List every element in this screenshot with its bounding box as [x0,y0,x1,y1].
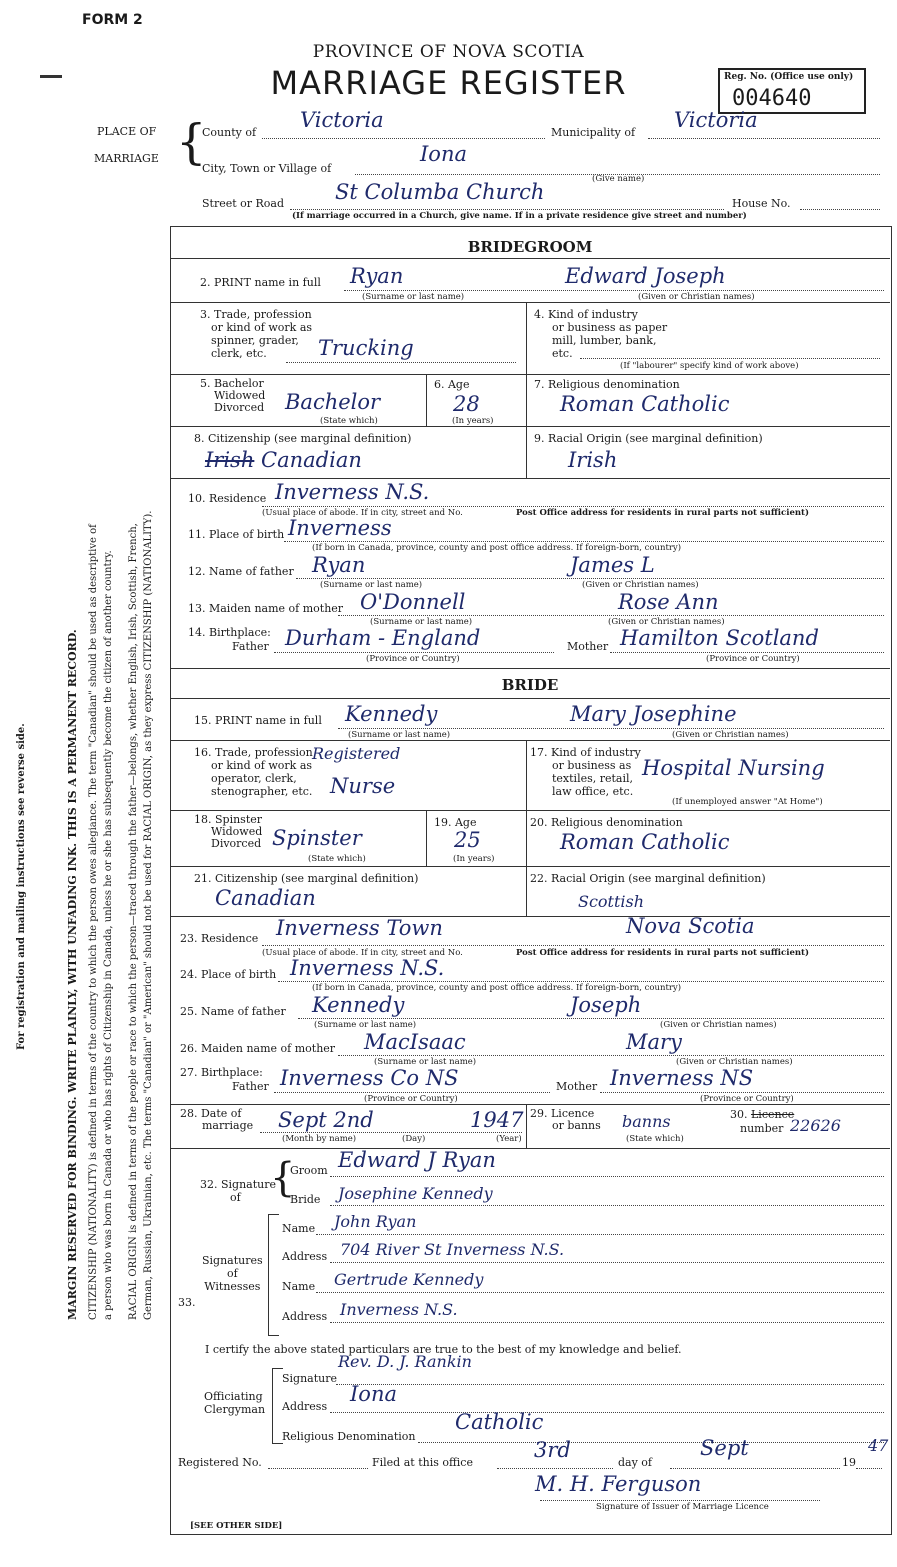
clergy-signature: Rev. D. J. Rankin [338,1352,472,1371]
county-label: County of [202,126,257,139]
caption-province: (Province or Country) [706,654,800,664]
caption-given: (Given or Christian names) [676,1057,793,1067]
field-4-label: 4. Kind of industry or business as paper mill, lumber, bank, etc. [534,308,668,360]
rule [170,478,890,479]
bride-status: Spinster [272,826,362,850]
field-32-label: 32. Signature of [200,1178,277,1204]
margin-citizenship-2: a person who was born in Canada or who has rights of Citizenship in Canada, unless he or she has subsequently become the citizen of another country. [103,550,114,1320]
caption-province: (Province or Country) [366,654,460,664]
margin-binding: MARGIN RESERVED FOR BINDING. WRITE PLAINLY, WITH UNFADING INK. THIS IS A PERMANENT RECORD. [66,629,79,1320]
field-30-label: 30. Licence [730,1108,795,1121]
signature-bracket: { [270,1155,296,1201]
filed-year-line [856,1468,882,1469]
field-11-label: 11. Place of birth [188,528,285,541]
field-20-label: 20. Religious denomination [530,816,683,829]
bride-residence: Inverness Town [276,916,443,940]
residence-note-bold: Post Office address for residents in rural parts not sufficient) [516,948,809,958]
see-other-side: [SEE OTHER SIDE] [190,1521,283,1531]
residence-note-bold: Post Office address for residents in rural parts not sufficient) [516,508,809,518]
nineteen-label: 19 [842,1456,856,1469]
rule [170,1148,890,1149]
marriage-year: 1947 [470,1108,524,1132]
field-33-label: 33. [178,1296,196,1309]
county-value: Victoria [300,108,384,132]
municipality-value: Victoria [674,108,758,132]
field-7-label: 7. Religious denomination [534,378,680,391]
witness-2-name: Gertrude Kennedy [334,1270,484,1289]
field-22-label: 22. Racial Origin (see marginal definition) [530,872,766,885]
issuer-caption: Signature of Issuer of Marriage Licence [596,1502,769,1512]
field-18-label: 18. Spinster Widowed Divorced [194,813,263,850]
caption-given: (Given or Christian names) [672,730,789,740]
groom-father-surname: Ryan [312,553,366,577]
field-25-label: 25. Name of father [180,1005,286,1018]
birthplace-line [284,541,884,542]
field-17-label: 17. Kind of industry or business as textiles, retail, law office, etc. [530,746,641,798]
birthplace-note: (If born in Canada, province, county and post office address. If foreign-born, country) [312,983,682,993]
filed-year: 47 [868,1436,889,1455]
witness-1-address: 704 River St Inverness N.S. [340,1240,565,1259]
caption-given: (Given or Christian names) [638,292,755,302]
issuer-sig-line [540,1500,820,1501]
licence-number: 22626 [790,1116,841,1135]
marriage-label: MARRIAGE [94,152,159,165]
divider [526,810,527,866]
divider [526,866,527,916]
rule [170,426,890,427]
bride-citizenship: Canadian [215,886,316,910]
residence-note: (Usual place of abode. If in city, street and No. [262,948,463,958]
groom-father-birthplace: Durham - England [285,626,481,650]
bride-name-line [338,728,884,729]
filed-day-line [497,1468,613,1469]
field-13-label: 13. Maiden name of mother [188,602,344,615]
bride-given: Mary Josephine [570,702,737,726]
issuer-signature: M. H. Ferguson [535,1472,702,1496]
place-brace: { [176,114,207,170]
wit1-name-line [316,1234,884,1235]
wit2-address-line [330,1322,884,1323]
caption-given: (Given or Christian names) [582,580,699,590]
groom-racial: Irish [568,448,618,472]
place-of-label: PLACE OF [97,125,157,138]
bride-father-surname: Kennedy [312,993,405,1017]
residence-note: (Usual place of abode. If in city, street and No. [262,508,463,518]
field-10-label: 10. Residence [188,492,267,505]
groom-name-line [344,290,884,291]
margin-racial-1: RACIAL ORIGIN is defined in terms of the people or race to which the person—traced through the father—belongs, whether English, Irish, Scottish, French, [128,523,139,1320]
groom-citizenship: Irish Canadian [205,448,362,472]
caption-surname: (Surname or last name) [362,292,465,302]
caption-given: (Given or Christian names) [608,617,725,627]
clergy-address-label: Address [282,1400,328,1413]
bride-surname: Kennedy [345,702,438,726]
field-4-note: (If "labourer" specify kind of work above) [620,361,799,371]
mother-line [338,1055,884,1056]
caption-surname: (Surname or last name) [370,617,473,627]
wit2-name-line [316,1292,884,1293]
groom-sig-line [330,1176,884,1177]
field-15-label: 15. PRINT name in full [194,714,322,727]
caption-month: (Month by name) [282,1134,357,1144]
rule [170,740,890,741]
give-name-caption: (Give name) [592,174,645,184]
bridegroom-heading: BRIDEGROOM [467,238,593,256]
groom-sig-label: Groom [290,1164,328,1177]
bride-mother-given: Mary [626,1030,682,1054]
reg-no-label: Reg. No. (Office use only) [724,72,854,82]
bride-heading: BRIDE [501,676,559,694]
day-of-label: day of [618,1456,653,1469]
caption-state-which: (State which) [320,416,378,426]
caption-state-which: (State which) [308,854,366,864]
clergy-denomination: Catholic [455,1410,544,1434]
field-23-label: 23. Residence [180,932,259,945]
rule [170,698,890,699]
caption-province: (Province or Country) [700,1094,794,1104]
groom-religion: Roman Catholic [560,392,730,416]
father-bp-label: Father [232,640,269,653]
date-line [260,1132,522,1133]
registered-no-line [268,1468,368,1469]
bride-religion: Roman Catholic [560,830,730,854]
filed-month-line [670,1468,840,1469]
clergy-denomination-line [418,1442,884,1443]
bride-sig-line [330,1205,884,1206]
witnesses-label: Signatures of Witnesses [202,1254,263,1293]
bride-residence-province: Nova Scotia [626,914,755,938]
field-14-label: 14. Birthplace: [188,626,271,639]
page-title: MARRIAGE REGISTER [270,64,627,102]
ink-mark [40,75,62,78]
residence-line [262,506,884,507]
groom-surname: Ryan [350,264,404,288]
margin-instructions: For registration and mailing instructions see reverse side. [16,723,27,1050]
margin-racial-2: German, Russian, Ukrainian, etc. The terms "Canadian" or "American" should not be used for RACIAL ORIGIN, as they express CITIZENSHIP (NATIONALITY). [143,510,154,1320]
marriage-month-day: Sept 2nd [278,1108,374,1132]
street-label: Street or Road [202,197,285,210]
mother-bp-line [610,652,884,653]
witness-1-name: John Ryan [334,1212,417,1231]
reg-no-value: 004640 [732,86,812,111]
clergy-sig-label: Signature [282,1372,338,1385]
field-9-label: 9. Racial Origin (see marginal definition) [534,432,763,445]
rule [170,810,890,811]
witness-bracket [268,1214,279,1336]
house-no-label: House No. [732,197,791,210]
house-no-line [800,209,880,210]
rule [170,258,890,259]
groom-age: 28 [453,392,480,416]
field-21-label: 21. Citizenship (see marginal definition) [194,872,419,885]
registered-no-label: Registered No. [178,1456,262,1469]
birthplace-line [278,981,884,982]
number-label: number [740,1122,784,1135]
mother-bp-label: Mother [567,640,609,653]
caption-years: (In years) [452,416,494,426]
residence-line [262,945,884,946]
bride-sig-label: Bride [290,1193,321,1206]
field-29-label: 29. Licence or banns [530,1107,601,1132]
clergy-address: Iona [350,1382,397,1406]
county-line [262,138,545,139]
filed-month: Sept [700,1436,749,1460]
field-19-label: 19. Age [434,816,477,829]
city-label: City, Town or Village of [202,162,332,175]
caption-surname: (Surname or last name) [374,1057,477,1067]
clergy-address-line [330,1412,884,1413]
father-bp-line [274,1092,550,1093]
field-2-label: 2. PRINT name in full [200,276,321,289]
divider [426,810,427,866]
wit1-address-line [330,1262,884,1263]
municipality-line [648,138,880,139]
divider [526,426,527,478]
bride-mother-birthplace: Inverness NS [610,1066,754,1090]
form-number: FORM 2 [82,12,143,28]
wit1-name-label: Name [282,1222,316,1235]
caption-surname: (Surname or last name) [320,580,423,590]
bride-father-given: Joseph [570,993,642,1017]
clergy-sig-line [336,1384,884,1385]
field-12-label: 12. Name of father [188,565,294,578]
groom-given: Edward Joseph [565,264,726,288]
father-bp-line [274,652,554,653]
bride-birthplace: Inverness N.S. [290,956,445,980]
rule [170,374,890,375]
mother-line [338,615,884,616]
witness-2-address: Inverness N.S. [340,1300,458,1319]
mother-bp-line [600,1092,884,1093]
groom-status: Bachelor [285,390,381,414]
divider [526,1104,527,1148]
bride-trade-2: Nurse [330,774,396,798]
filed-label: Filed at this office [372,1456,473,1469]
groom-signature: Edward J Ryan [338,1148,496,1172]
clergyman-label: Officiating Clergyman [204,1390,266,1416]
bride-signature: Josephine Kennedy [338,1184,493,1203]
caption-state-which: (State which) [626,1134,684,1144]
industry-line [580,358,880,359]
divider [426,374,427,426]
groom-trade: Trucking [318,336,414,360]
city-value: Iona [420,142,467,166]
caption-surname: (Surname or last name) [348,730,451,740]
street-line [290,209,724,210]
groom-birthplace: Inverness [288,516,392,540]
father-line [296,578,884,579]
divider [526,374,527,426]
caption-year: (Year) [496,1134,522,1144]
wit1-address-label: Address [282,1250,328,1263]
caption-day: (Day) [402,1134,426,1144]
field-5-label: 5. Bachelor Widowed Divorced [200,377,266,414]
birthplace-note: (If born in Canada, province, county and post office address. If foreign-born, country) [312,543,682,553]
place-note: (If marriage occurred in a Church, give name. If in a private residence give street and number) [292,211,747,221]
wit2-address-label: Address [282,1310,328,1323]
bride-industry: Hospital Nursing [642,756,825,780]
field-3-label: 3. Trade, profession or kind of work as spinner, grader, clerk, etc. [200,308,313,360]
divider [526,740,527,810]
field-26-label: 26. Maiden name of mother [180,1042,336,1055]
rule [170,668,890,669]
bride-age: 25 [454,828,481,852]
street-value: St Columba Church [335,180,545,204]
bride-trade-1: Registered [312,744,401,763]
mother-bp-label: Mother [556,1080,598,1093]
trade-line [286,362,516,363]
groom-mother-birthplace: Hamilton Scotland [620,626,819,650]
bride-mother-surname: MacIsaac [364,1030,466,1054]
wit2-name-label: Name [282,1280,316,1293]
bride-father-birthplace: Inverness Co NS [280,1066,459,1090]
caption-province: (Province or Country) [364,1094,458,1104]
field-17-note: (If unemployed answer "At Home") [672,797,823,807]
father-line [298,1018,884,1019]
rule [170,866,890,867]
caption-given: (Given or Christian names) [660,1020,777,1030]
field-16-label: 16. Trade, profession or kind of work as operator, clerk, stenographer, etc. [194,746,313,798]
caption-surname: (Surname or last name) [314,1020,417,1030]
filed-day: 3rd [534,1438,571,1462]
province-heading: PROVINCE OF NOVA SCOTIA [312,42,585,62]
field-27-label: 27. Birthplace: [180,1066,263,1079]
bride-racial: Scottish [578,892,645,911]
divider [526,302,527,374]
groom-father-given: James L [570,553,655,577]
margin-citizenship-1: CITIZENSHIP (NATIONALITY) is defined in terms of the country to which the person owes allegiance. The term "Canadian" should be used as descriptive of [88,524,99,1320]
field-8-label: 8. Citizenship (see marginal definition) [194,432,412,445]
field-6-label: 6. Age [434,378,470,391]
field-28-label: 28. Date of marriage [180,1107,254,1132]
rule [170,1104,890,1105]
father-bp-label: Father [232,1080,269,1093]
clergy-denomination-label: Religious Denomination [282,1430,416,1443]
rule [170,302,890,303]
groom-mother-surname: O'Donnell [360,590,466,614]
certification-text: I certify the above stated particulars are true to the best of my knowledge and belief. [205,1343,682,1356]
groom-mother-given: Rose Ann [618,590,719,614]
caption-years: (In years) [453,854,495,864]
groom-residence: Inverness N.S. [275,480,430,504]
municipality-label: Municipality of [551,126,636,139]
field-24-label: 24. Place of birth [180,968,277,981]
licence-type: banns [622,1112,671,1131]
